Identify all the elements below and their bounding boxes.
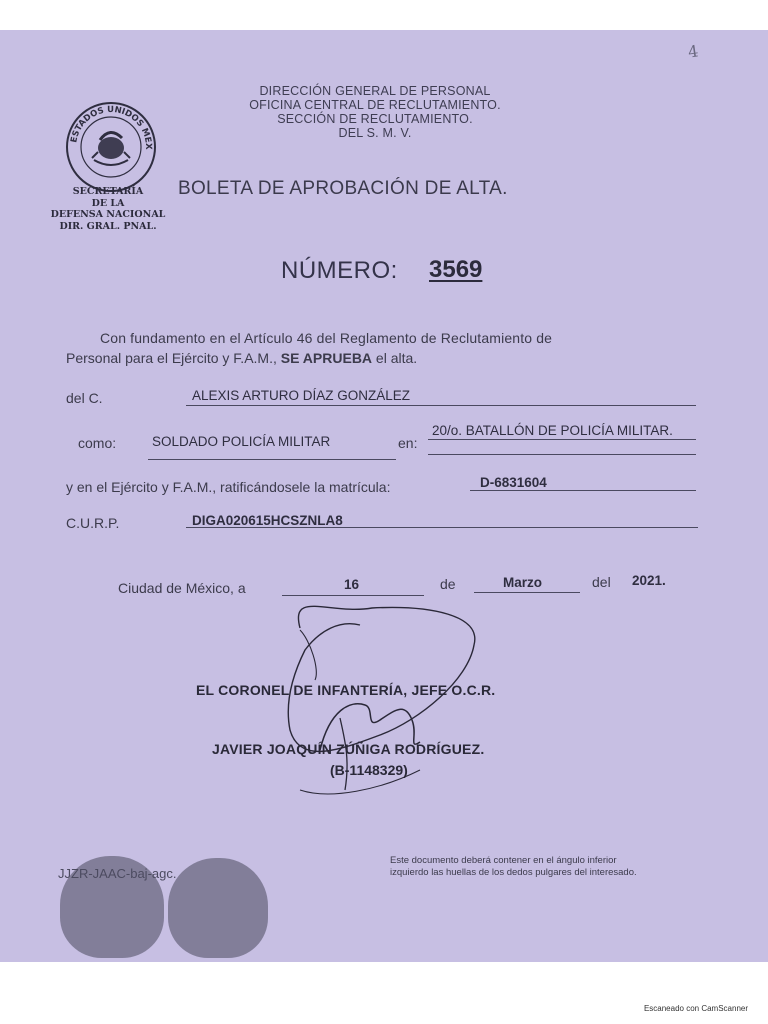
office-header (200, 84, 550, 140)
date-day-underline (282, 595, 424, 596)
date-month-underline (474, 592, 580, 593)
date-de-label: de (440, 576, 456, 592)
date-year: 2021. (632, 573, 666, 588)
office-line: DEL S. M. V. (338, 126, 412, 140)
paragraph-line-2 (66, 348, 696, 368)
date-month: Marzo (503, 575, 543, 590)
como-label: como: (78, 435, 117, 451)
paragraph-line-2-suffix: el alta. (372, 350, 418, 366)
national-seal-icon (64, 100, 158, 194)
en-underline-2 (428, 454, 696, 455)
como-value: SOLDADO POLICÍA MILITAR (152, 434, 331, 449)
date-del-label: del (592, 574, 611, 590)
office-line: OFICINA CENTRAL DE RECLUTAMIENTO. (249, 98, 501, 112)
city-label: Ciudad de México, a (118, 580, 246, 596)
paragraph-line-2-bold: SE APRUEBA (280, 350, 373, 366)
document-sheet (0, 30, 768, 962)
signer-name: JAVIER JOAQUÍN ZÚÑIGA RODRÍGUEZ. (212, 741, 485, 757)
document-title: BOLETA DE APROBACIÓN DE ALTA. (178, 178, 508, 199)
numero-label: NÚMERO: (281, 257, 398, 284)
seal-text: ESTADOS UNIDOS MEX (69, 104, 154, 150)
signer-rank-title: EL CORONEL DE INFANTERÍA, JEFE O.C.R. (196, 682, 496, 698)
matricula-underline (470, 490, 696, 491)
secretaria-line: DE LA (91, 197, 125, 209)
del-c-value: ALEXIS ARTURO DÍAZ GONZÁLEZ (192, 388, 411, 403)
secretaria-line: SECRETARÍA (72, 186, 144, 197)
como-underline (148, 459, 396, 460)
secretaria-line: DIR. GRAL. PNAL. (59, 220, 157, 232)
numero-value: 3569 (429, 256, 483, 283)
scanner-credit: Escaneado con CamScanner (643, 1004, 748, 1013)
office-line: SECCIÓN DE RECLUTAMIENTO. (277, 112, 473, 126)
matricula-label: y en el Ejército y F.A.M., ratificándosele la matrícula: (66, 479, 391, 495)
thumbprint-note (390, 855, 702, 879)
secretaria-line: DEFENSA NACIONAL (50, 209, 166, 220)
thumbprint-note-line-2: izquierdo las huellas de los dedos pulgares del interesado. (390, 867, 637, 878)
curp-label: C.U.R.P. (66, 515, 120, 531)
date-day: 16 (344, 577, 360, 592)
reference-initials: JJZR-JAAC-baj-agc. (58, 866, 177, 881)
matricula-value: D-6831604 (480, 475, 547, 490)
corner-mark: 4 (686, 41, 700, 62)
secretaria-block (40, 186, 176, 232)
paragraph-line-1: Con fundamento en el Artículo 46 del Reglamento de Reclutamiento de (100, 330, 553, 346)
legal-paragraph (66, 328, 696, 368)
del-c-underline (186, 405, 696, 406)
en-value: 20/o. BATALLÓN DE POLICÍA MILITAR. (432, 423, 673, 438)
curp-value: DIGA020615HCSZNLA8 (192, 513, 343, 528)
right-thumbprint (168, 858, 268, 958)
en-label: en: (398, 435, 418, 451)
office-line: DIRECCIÓN GENERAL DE PERSONAL (259, 84, 491, 98)
en-underline-1 (428, 439, 696, 440)
paragraph-line-2-prefix: Personal para el Ejército y F.A.M., (66, 350, 281, 366)
thumbprint-note-line-1: Este documento deberá contener en el ángulo inferior (390, 855, 617, 866)
curp-underline (186, 527, 698, 528)
signer-registry: (B-1148329) (330, 762, 408, 778)
del-c-label: del C. (66, 390, 103, 406)
